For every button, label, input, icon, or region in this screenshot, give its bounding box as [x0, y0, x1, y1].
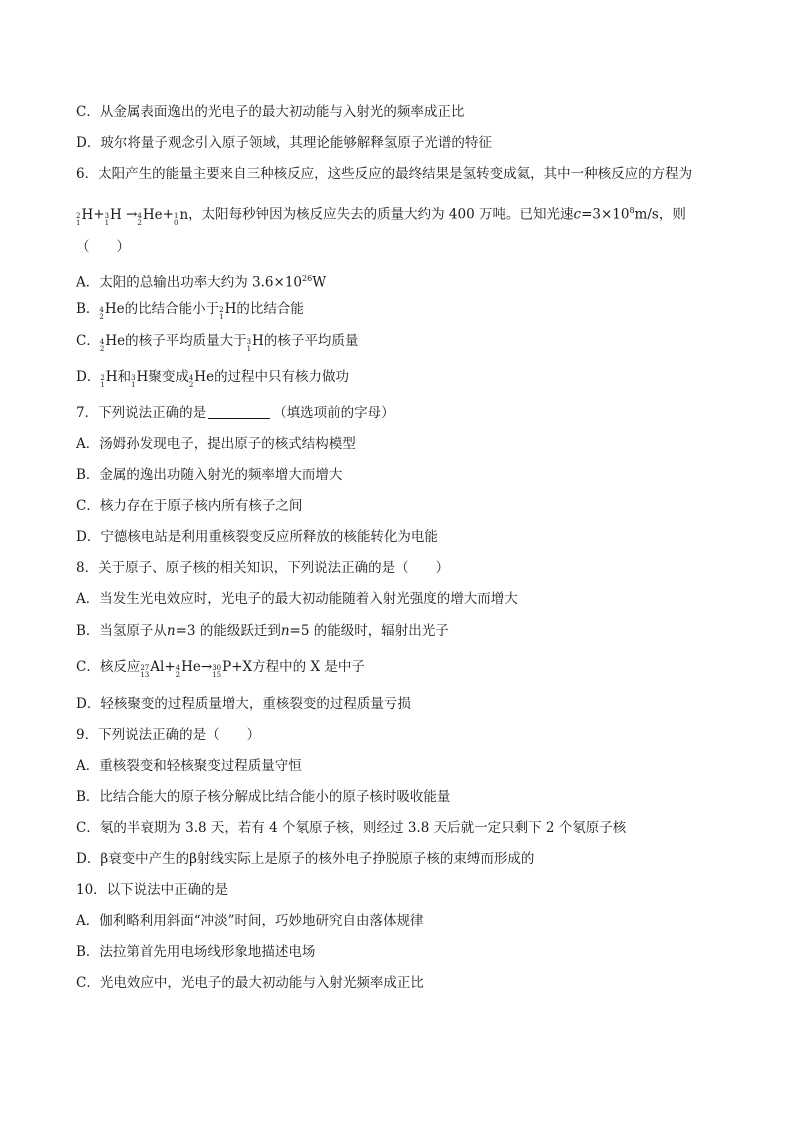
question-8-stem: 8．关于原子、原子核的相关知识，下列说法正确的是（ ） — [76, 560, 450, 576]
question-10-stem: 10．以下说法中正确的是 — [76, 882, 229, 898]
nuclide-h2: 2 1 H — [219, 301, 237, 321]
option-c-q9: C．氡的半衰期为 3.8 天，若有 4 个氡原子核，则经过 3.8 天后就一定只剩下 2 个氡原子核 — [76, 820, 627, 836]
nuclide-h3: 3 1 H — [104, 206, 122, 227]
nuclide-he4: 4 2 He — [99, 333, 126, 353]
nuclide-he4: 4 2 He — [175, 659, 201, 679]
option-a-q7: A．汤姆孙发现电子，提出原子的核式结构模型 — [76, 436, 356, 452]
option-c-q6: C． 4 2 He的核子平均质量大于 3 1 H的核子平均质量 — [76, 333, 359, 353]
option-a-q9: A．重核裂变和轻核聚变过程质量守恒 — [76, 758, 302, 774]
option-a-q6: A．太阳的总输出功率大约为 $3.6\times 10^{26}W$ — [76, 274, 327, 291]
question-9-stem: 9．下列说法正确的是（ ） — [76, 727, 261, 743]
option-b-q10: B．法拉第首先用电场线形象地描述电场 — [76, 944, 316, 960]
option-c-q10: C．光电效应中，光电子的最大初动能与入射光频率成正比 — [76, 975, 424, 991]
nuclide-he4: 4 2 He — [188, 369, 215, 389]
answer-blank[interactable] — [208, 404, 270, 419]
nuclide-al27: 27 13 Al — [140, 659, 165, 679]
nuclide-he4: 4 2 He — [137, 206, 163, 227]
arrow-symbol: → — [126, 206, 138, 223]
question-6-stem: 6．太阳产生的能量主要来自三种核反应，这些反应的最终结果是氢转变成氦，其中一种核反应的方程为 — [76, 166, 693, 182]
option-c-q8: C．核反应 27 13 Al+ 4 2 He→ 30 15 P+X方程中的 X 是中子 — [76, 659, 365, 679]
option-d-q7: D．宁德核电站是利用重核裂变反应所释放的核能转化为电能 — [76, 529, 438, 545]
option-b-q9: B．比结合能大的原子核分解成比结合能小的原子核时吸收能量 — [76, 789, 451, 805]
question-7-stem: 7．下列说法正确的是 （填选项前的字母） — [76, 405, 395, 421]
option-a-q10: A．伽利略利用斜面“冲淡”时间，巧妙地研究自由落体规律 — [76, 913, 424, 929]
nuclide-p30: 30 15 P — [212, 659, 232, 679]
option-d-q8: D．轻核聚变的过程质量增大，重核裂变的过程质量亏损 — [76, 696, 411, 712]
option-b-q7: B．金属的逸出功随入射光的频率增大而增大 — [76, 467, 343, 483]
nuclide-h3: 3 1 H — [131, 369, 149, 389]
option-b-q6: B． 4 2 He的比结合能小于 2 1 H的比结合能 — [76, 301, 304, 321]
nuclide-neutron: 1 0 n — [173, 206, 189, 227]
nuclide-h3: 3 1 H — [246, 333, 264, 353]
nuclide-h2: 2 1 H — [76, 206, 94, 227]
option-c-q5: C．从金属表面逸出的光电子的最大初动能与入射光的频率成正比 — [76, 104, 465, 120]
nuclide-he4: 4 2 He — [99, 301, 125, 321]
option-d-q6: D． 2 1 H和 3 1 H聚变成 4 2 He的过程中只有核力做功 — [76, 369, 350, 389]
option-d-q5: D．玻尔将量子观念引入原子领域，其理论能够解释氢原子光谱的特征 — [76, 135, 492, 151]
option-d-q9: D．β衰变中产生的β射线实际上是原子的核外电子挣脱原子核的束缚而形成的 — [76, 851, 535, 867]
option-a-q8: A．当发生光电效应时，光电子的最大初动能随着入射光强度的增大而增大 — [76, 591, 518, 607]
option-b-q8: B．当氢原子从n=3 的能级跃迁到n=5 的能级时，辐射出光子 — [76, 623, 449, 639]
question-6-equation-line: 2 1 H+ 3 1 H → 4 2 He+ 1 0 n，太阳每秒钟因为核反应失去的质量大约为 400 万吨。已知光速$c=3\times 10^8m/s$，则 — [76, 206, 686, 227]
nuclide-h2: 2 1 H — [100, 369, 118, 389]
option-c-q7: C．核力存在于原子核内所有核子之间 — [76, 498, 303, 514]
answer-parentheses: （ ） — [76, 239, 130, 255]
